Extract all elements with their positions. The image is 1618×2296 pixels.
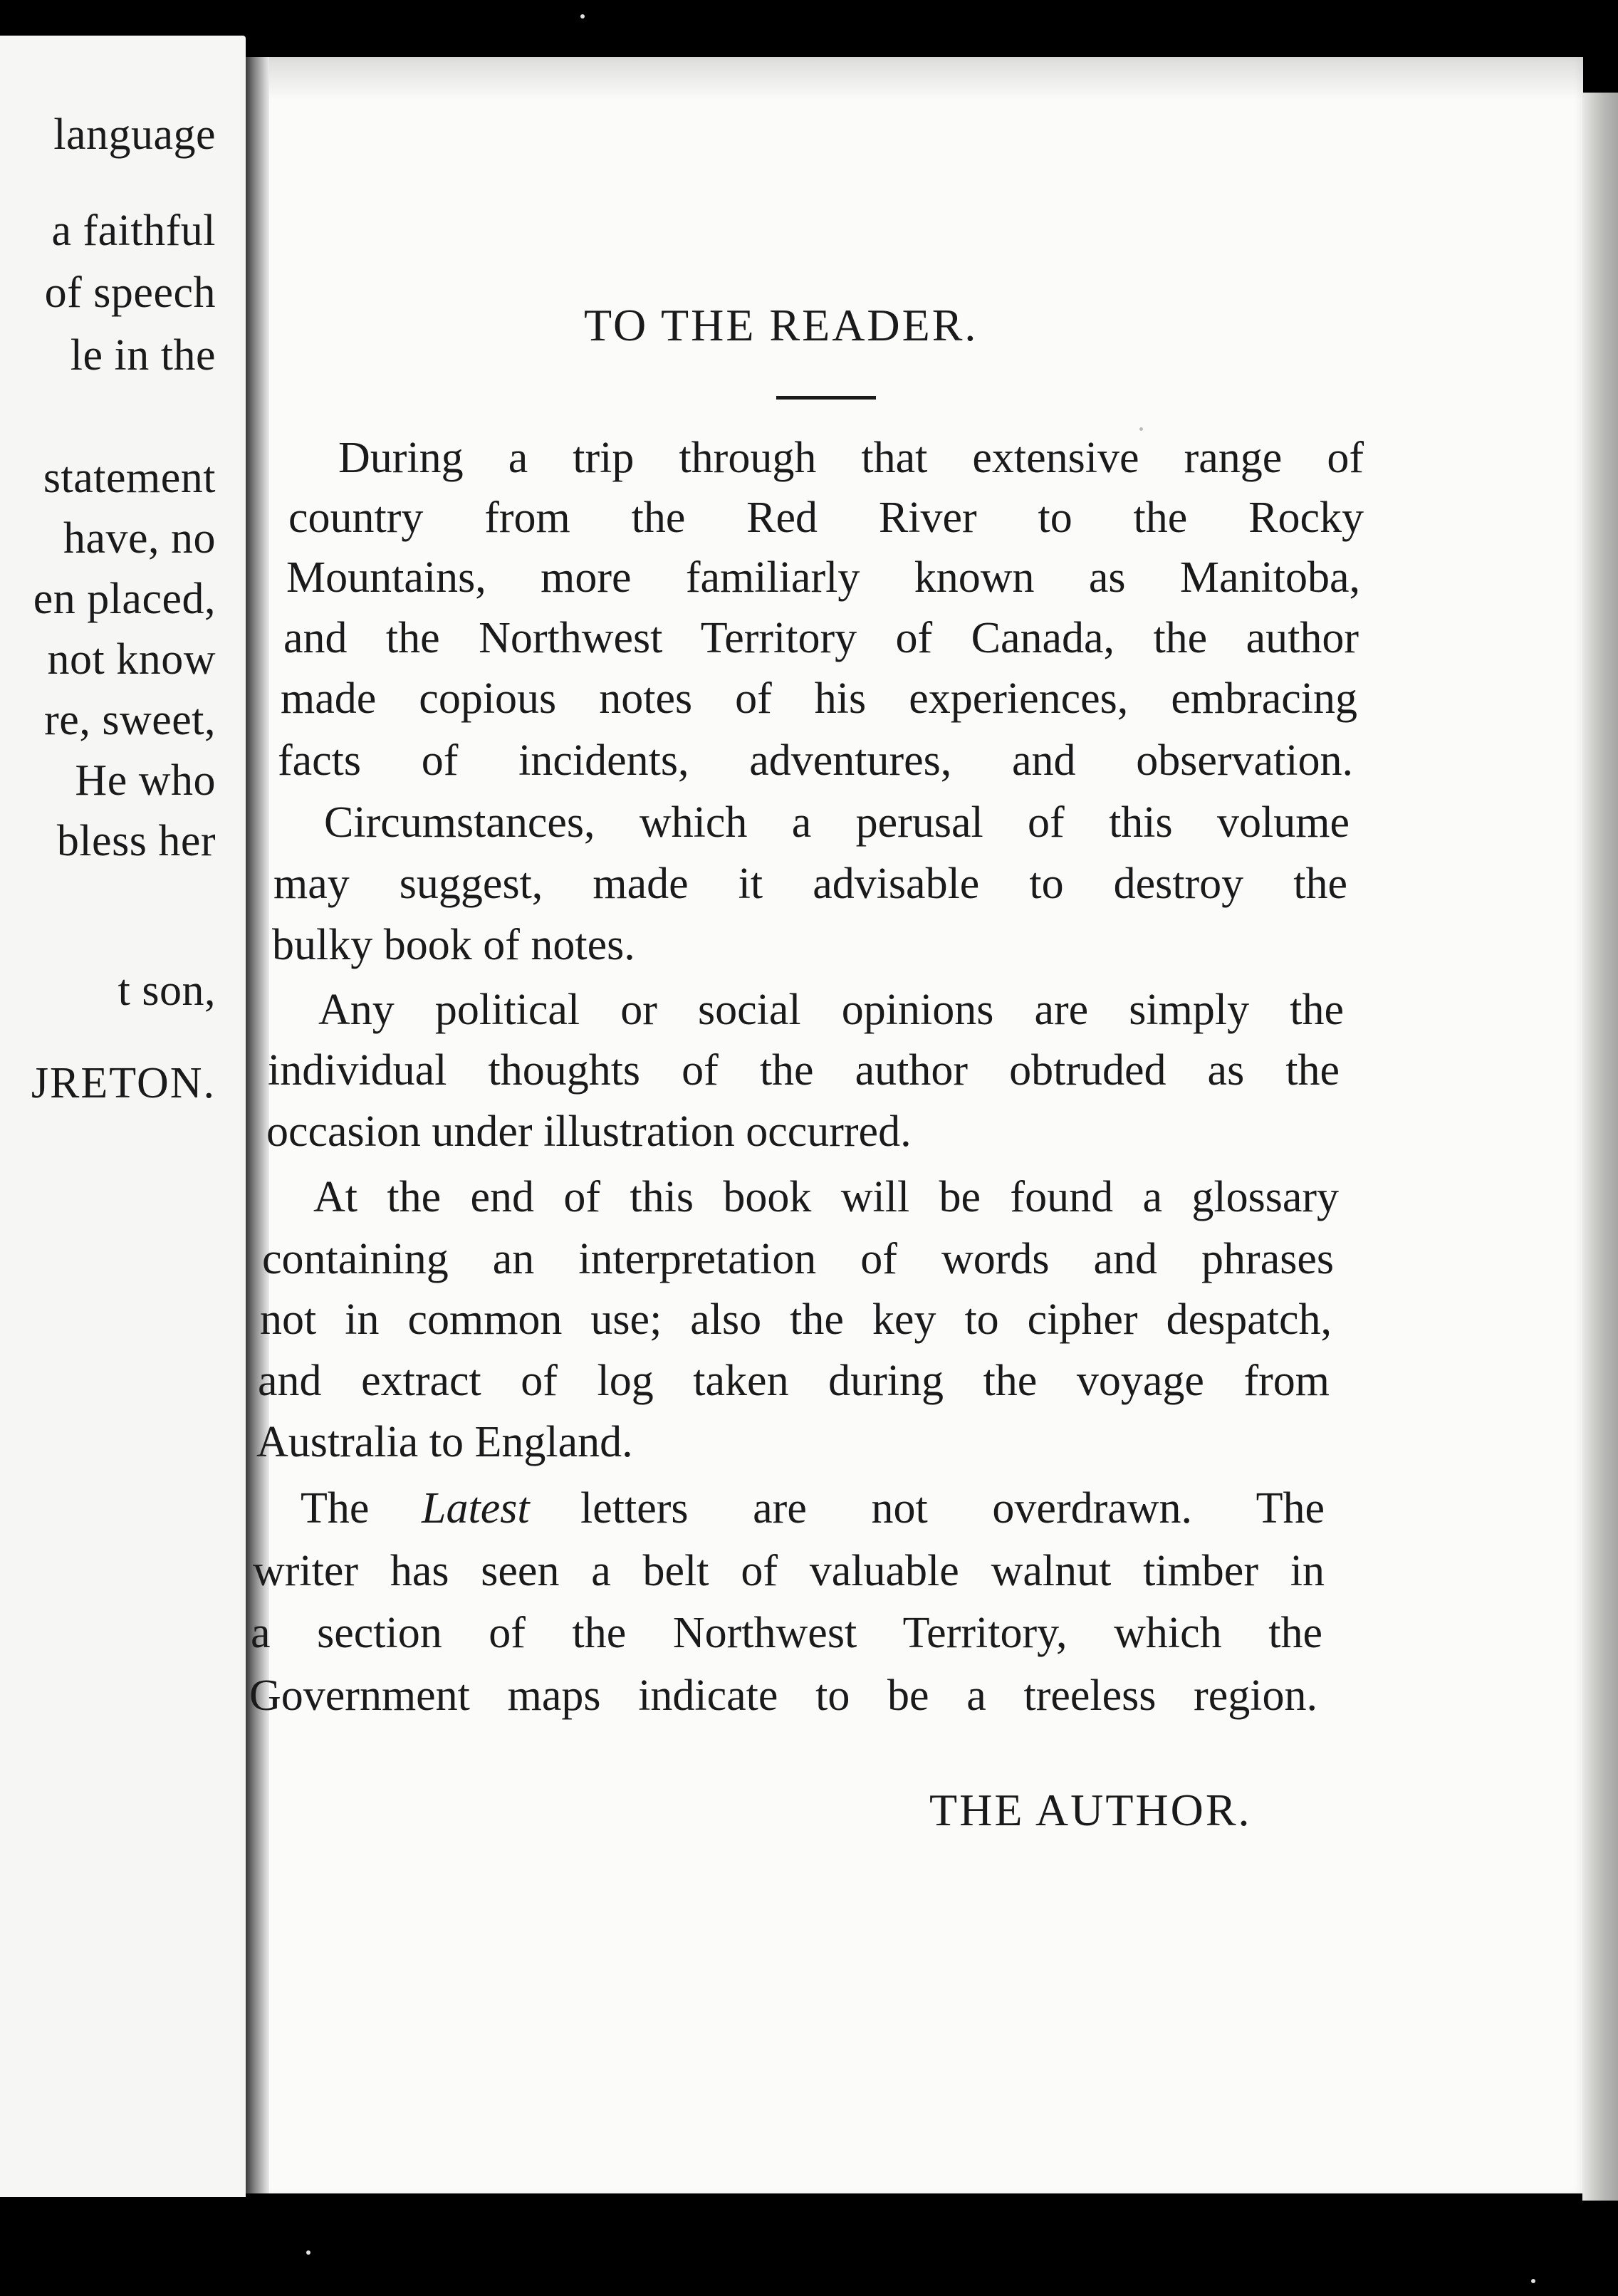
left-page-line: He who [75,756,216,805]
dust-speck [580,14,585,19]
paragraph-line: facts of incidents, adventures, and observation. [278,736,1353,785]
paragraph-line: Any political or social opinions are simply the [318,986,1344,1034]
paragraph-line: occasion under illustration occurred. [266,1107,912,1156]
signature: THE AUTHOR. [929,1785,1252,1835]
paragraph-line: Mountains, more familiarly known as Manitoba, [286,553,1360,602]
page-edge [1582,93,1618,2201]
paragraph-line: containing an interpretation of words and phrases [262,1235,1334,1283]
paragraph-line: country from the Red River to the Rocky [288,494,1364,542]
paragraph-line: may suggest, made it advisable to destroy the [273,860,1347,908]
left-page-line: en placed, [33,575,216,623]
paragraph-line: writer has seen a belt of valuable walnut timber in [253,1547,1325,1595]
paragraph-line: and extract of log taken during the voyage from [258,1357,1330,1405]
paragraph-line: not in common use; also the key to cipher despatch, [260,1295,1332,1344]
paragraph-line: and the Northwest Territory of Canada, the author [283,614,1359,662]
paragraph-line: Circumstances, which a perusal of this volume [324,798,1350,847]
dust-speck [1139,427,1143,431]
paragraph-line: Australia to England. [256,1418,633,1466]
title-rule [776,396,876,400]
left-page-line: not know [47,635,216,684]
paragraph-line: The [301,1484,370,1533]
left-page [0,36,246,2197]
paragraph-line: letters are not overdrawn. The [580,1484,1325,1533]
paragraph-line: Government maps indicate to be a treeless region. [249,1671,1317,1720]
dust-speck [306,2250,310,2255]
paragraph-line: a section of the Northwest Territory, which the [251,1609,1322,1657]
paragraph-line: bulky book of notes. [272,921,635,969]
left-page-line: statement [43,454,216,502]
page-shadow [269,57,1583,100]
left-page-line: t son, [118,966,216,1015]
left-page-line: JRETON. [31,1059,216,1107]
left-page-line: a faithful [51,207,216,255]
italic-word: Latest [422,1484,530,1533]
page-title: TO THE READER. [584,300,978,350]
left-page-line: language [53,110,216,159]
left-page-line: re, sweet, [44,696,216,744]
left-page-line: of speech [44,268,216,317]
left-page-line: bless her [56,817,216,865]
left-page-line: have, no [63,514,216,563]
paragraph-line: individual thoughts of the author obtruded as the [268,1046,1340,1095]
paragraph-line: At the end of this book will be found a glossary [313,1173,1339,1221]
dust-speck [1531,2279,1535,2283]
paragraph-line: During a trip through that extensive range of [338,434,1364,482]
paragraph-line: made copious notes of his experiences, embracing [281,674,1357,723]
left-page-line: le in the [70,331,216,380]
